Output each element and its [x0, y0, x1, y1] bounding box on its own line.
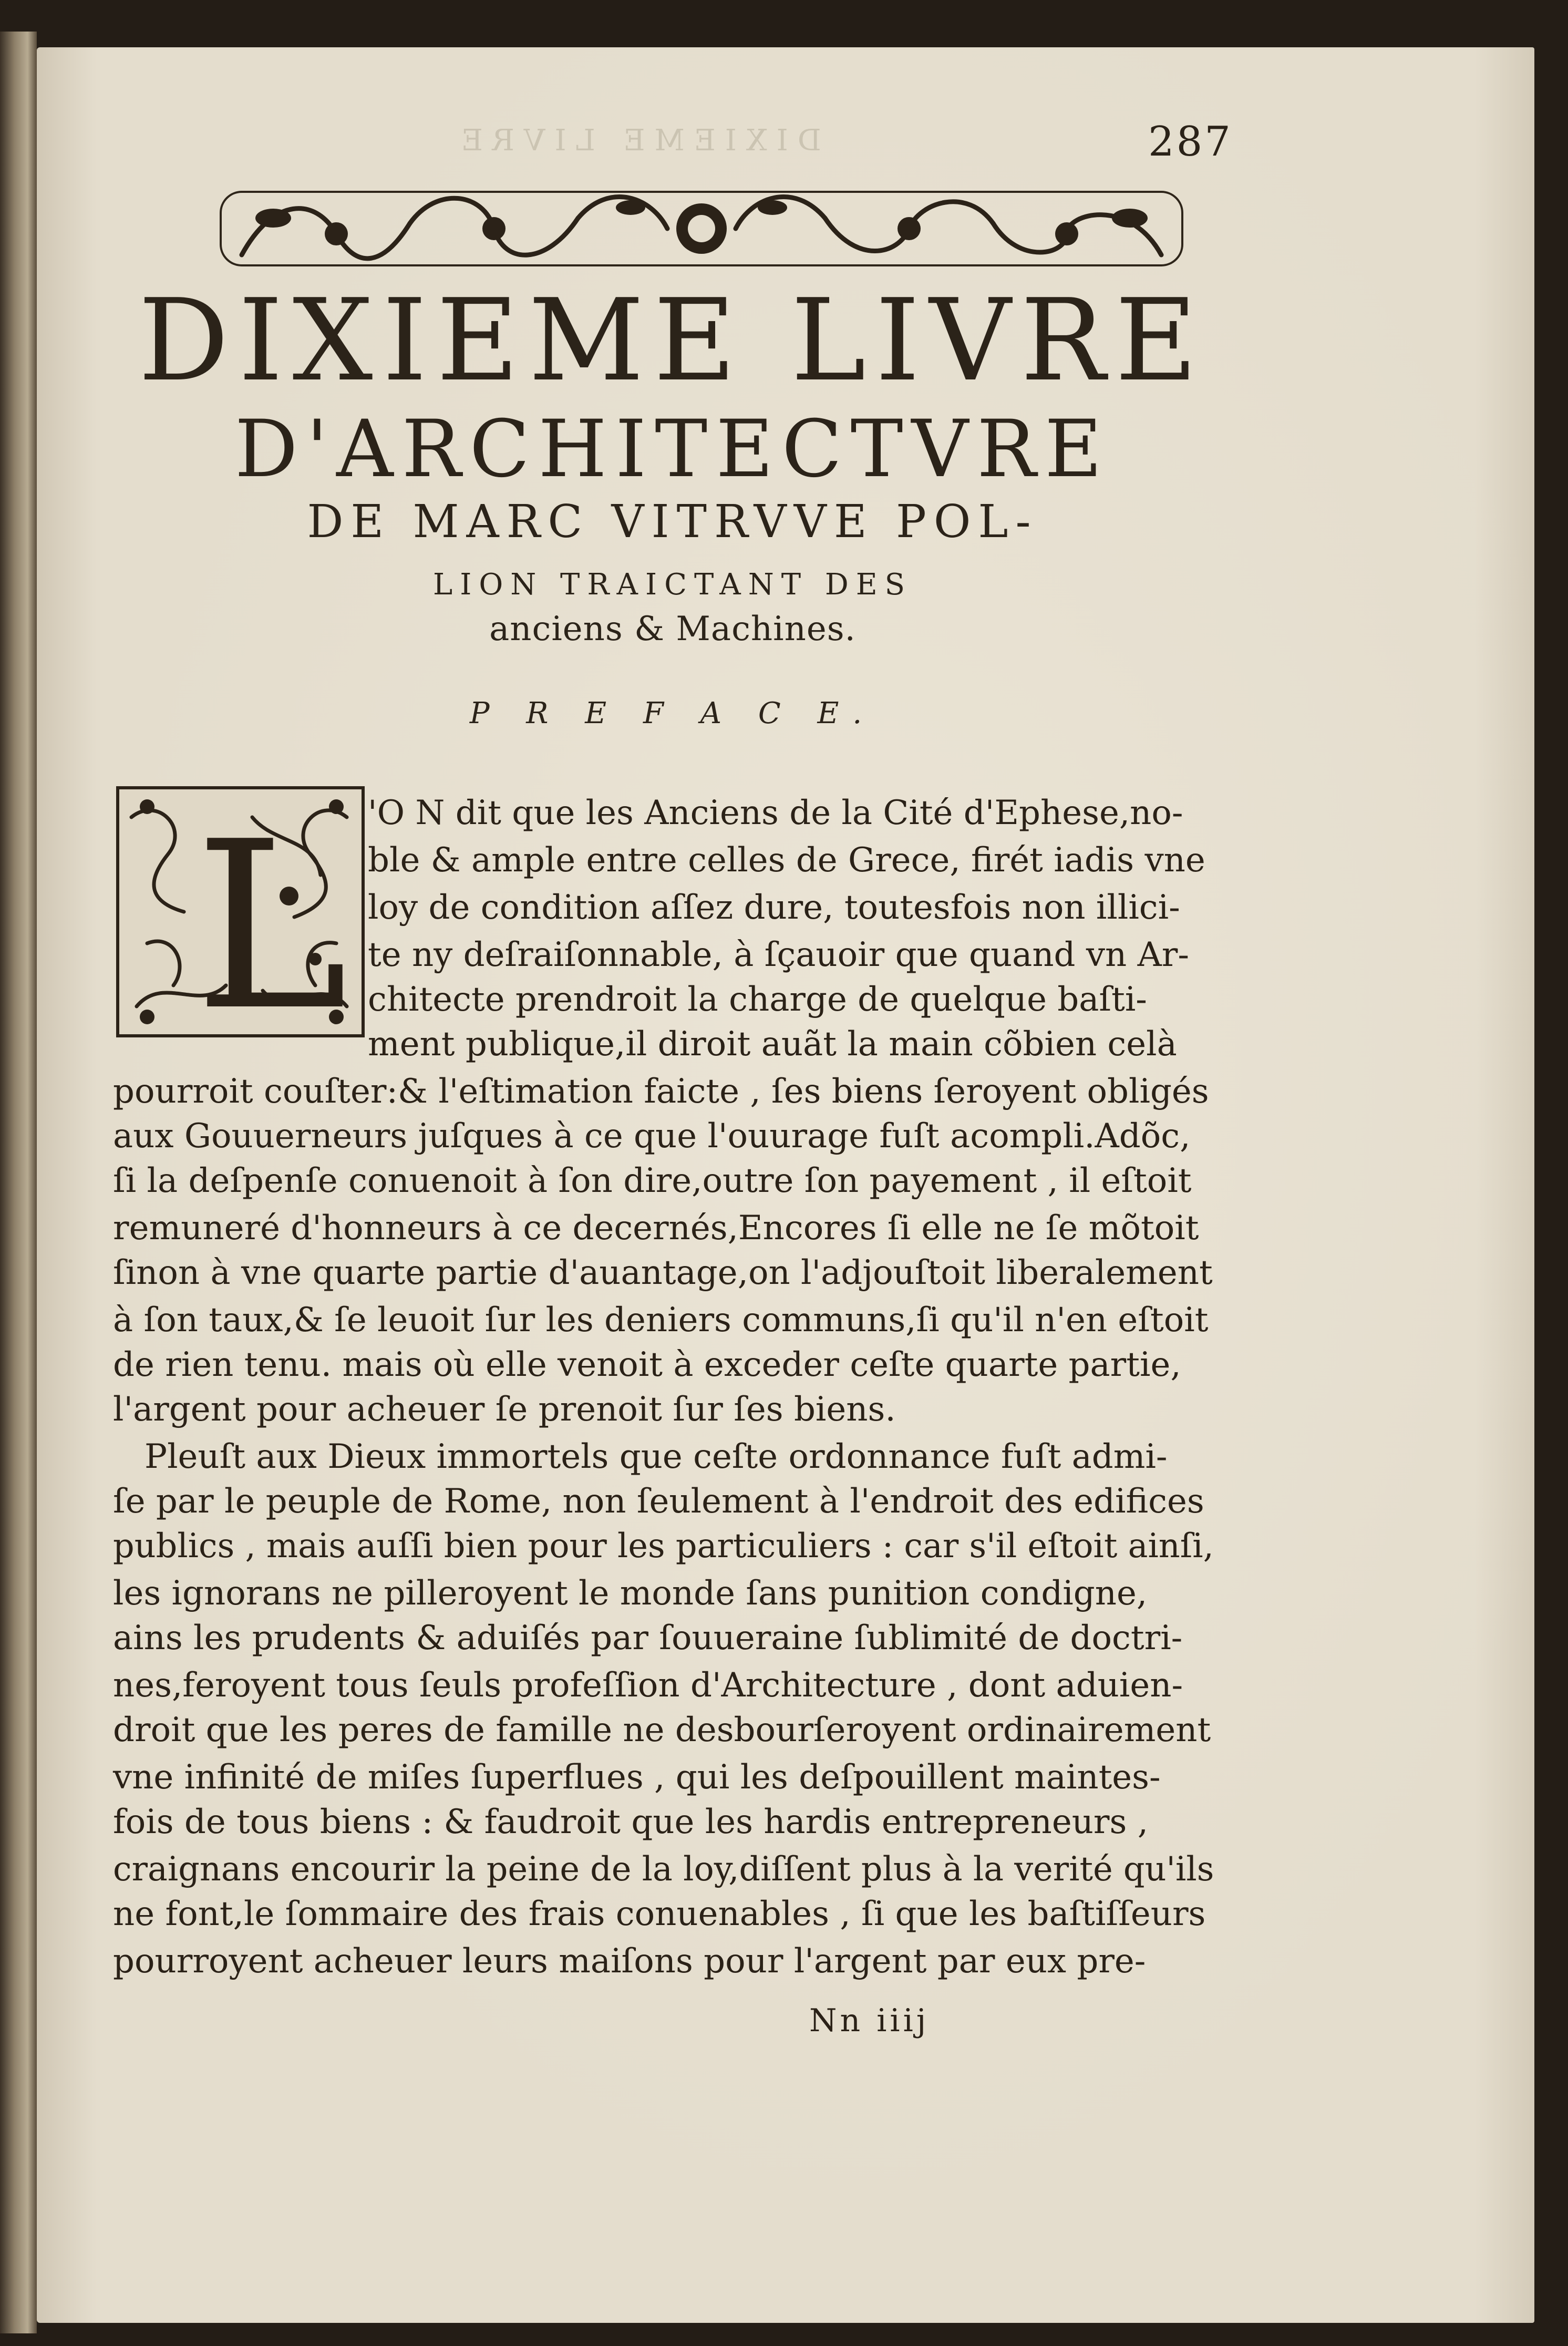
- body-line: aux Gouuerneurs juſques à ce que l'ouurage fuſt acompli.Adõc,: [113, 1117, 1191, 1156]
- preface-heading: P R E F A C E.: [469, 696, 876, 730]
- previous-page-edge: [0, 32, 37, 2333]
- body-line: 'O N dit que les Anciens de la Cité d'Ephese,no-: [368, 794, 1183, 832]
- signature-mark: Nn iiij: [809, 2002, 930, 2039]
- body-line: chitecte prendroit la charge de quelque baſti-: [368, 980, 1147, 1019]
- show-through-running-head: DIXIEME LIVRE: [452, 124, 821, 158]
- body-line: fois de tous biens : & faudroit que les hardis entrepreneurs ,: [113, 1803, 1149, 1841]
- body-line: ble & ample entre celles de Grece, firét iadis vne: [368, 841, 1205, 880]
- body-line: à ſon taux,& ſe leuoit ſur les deniers communs,ſi qu'il n'en eſtoit: [113, 1301, 1209, 1340]
- body-line: droit que les peres de famille ne desbourſeroyent ordinairement: [113, 1711, 1211, 1750]
- body-line: de rien tenu. mais où elle venoit à exceder ceſte quarte partie,: [113, 1345, 1181, 1384]
- body-line: vne infinité de miſes ſuperflues , qui les deſpouillent maintes-: [113, 1758, 1161, 1797]
- body-line: loy de condition aſſez dure, toutesfois non illici-: [368, 888, 1180, 927]
- title-line-3: DE MARC VITRVVE POL-: [307, 496, 1038, 548]
- body-line: l'argent pour acheuer ſe prenoit ſur ſes biens.: [113, 1390, 896, 1429]
- body-line: ains les prudents & aduiſés par ſouueraine ſublimité de doctri-: [113, 1619, 1183, 1658]
- body-line: remuneré d'honneurs à ce decernés,Encores ſi elle ne ſe mõtoit: [113, 1209, 1199, 1248]
- page-number: 287: [1148, 118, 1233, 166]
- body-line: ne font,le ſommaire des frais conuenables , ſi que les baſtiſſeurs: [113, 1895, 1206, 1933]
- body-line: ment publique,il diroit auãt la main cõbien celà: [368, 1025, 1177, 1064]
- body-line: pourroyent acheuer leurs maiſons pour l'argent par eux pre-: [113, 1942, 1146, 1981]
- body-line: pourroit couſter:& l'eſtimation faicte , ſes biens ſeroyent obligés: [113, 1072, 1209, 1111]
- ornamental-headpiece: [210, 176, 1193, 281]
- decorated-initial: [116, 786, 365, 1038]
- body-line: les ignorans ne pilleroyent le monde ſans punition condigne,: [113, 1574, 1148, 1613]
- title-line-1: DIXIEME LIVRE: [138, 274, 1207, 406]
- body-line: ſinon à vne quarte partie d'auantage,on l'adjouſtoit liberalement: [113, 1253, 1213, 1292]
- title-line-2: D'ARCHITECTVRE: [234, 404, 1111, 495]
- body-line: nes,feroyent tous ſeuls profeſſion d'Architecture , dont aduien-: [113, 1666, 1183, 1705]
- body-line: ſe par le peuple de Rome, non ſeulement à l'endroit des edifices: [113, 1482, 1204, 1521]
- body-line: Pleuſt aux Dieux immortels que ceſte ordonnance fuſt admi-: [145, 1437, 1168, 1476]
- title-line-4: LION TRAICTANT DES: [433, 568, 912, 602]
- body-line: craignans encourir la peine de la loy,diſſent plus à la verité qu'ils: [113, 1850, 1214, 1889]
- initial-letter: L: [194, 792, 348, 1038]
- body-line: publics , mais auſſi bien pour les particuliers : car s'il eſtoit ainſi,: [113, 1527, 1214, 1566]
- title-line-5: anciens & Machines.: [489, 610, 856, 649]
- body-line: te ny deſraiſonnable, à ſçauoir que quand vn Ar-: [368, 935, 1189, 974]
- body-line: ſi la deſpenſe conuenoit à ſon dire,outre ſon payement , il eſtoit: [113, 1161, 1192, 1200]
